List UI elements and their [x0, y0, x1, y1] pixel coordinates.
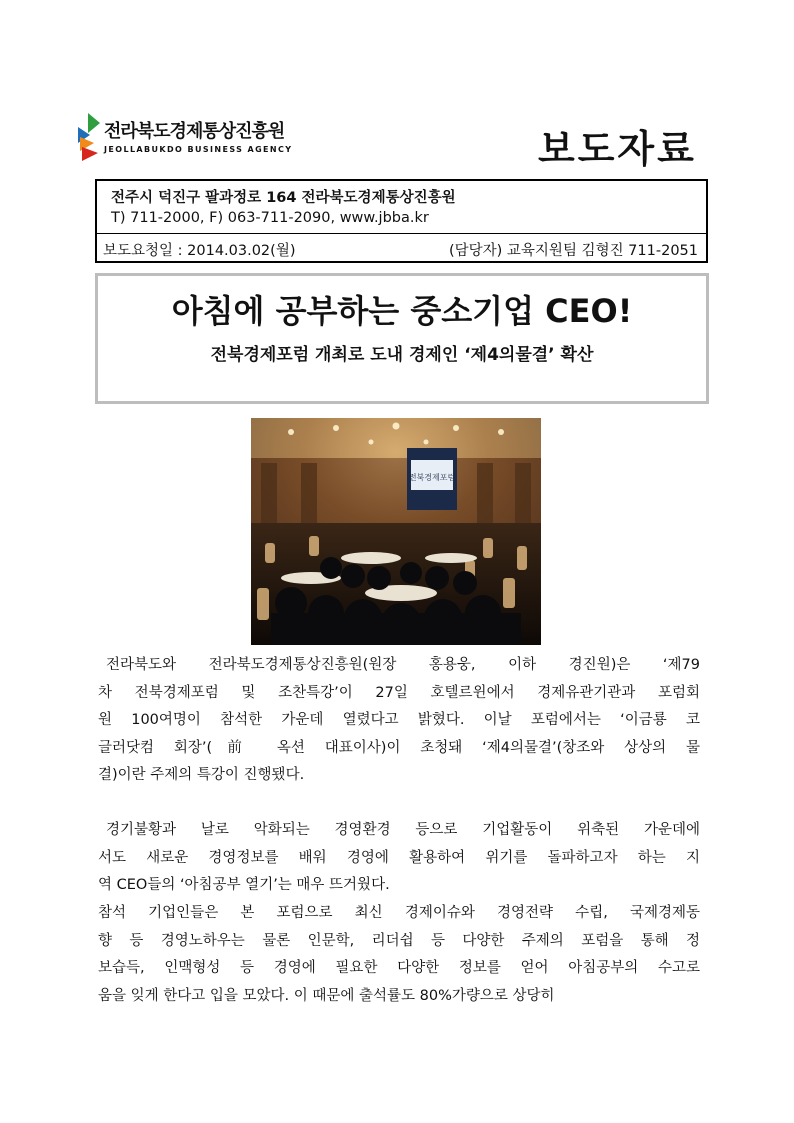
- contact-box: [95, 179, 708, 263]
- body-line: 서도 새로운 경영정보를 배워 경영에 활용하여 위기를 돌파하고자 하는 지: [98, 849, 700, 866]
- body-line: 움을 잊게 한다고 입을 모았다. 이 때문에 출석률도 80%가량으로 상당히: [98, 987, 555, 1004]
- contact-divider: [97, 233, 706, 234]
- contact-person: (담당자) 교육지원팀 김형진 711-2051: [448, 243, 698, 259]
- body-paragraph-2: [98, 817, 700, 900]
- body-line: 향 등 경영노하우는 물론 인문학, 리더쉽 등 다양한 주제의 포럼을 통해 정: [98, 932, 700, 949]
- body-line: 차 전북경제포럼 및 조찬특강’이 27일 호텔르윈에서 경제유관기관과 포럼회: [98, 684, 700, 701]
- photo-screen-text: 전북경제포럼: [408, 473, 456, 482]
- body-paragraph-1: [98, 652, 700, 790]
- contact-address: 전주시 덕진구 팔과정로 164 전라북도경제통상진흥원: [111, 190, 456, 206]
- headline-box: [95, 273, 709, 404]
- release-date: 보도요청일 : 2014.03.02(월): [103, 243, 296, 259]
- org-logo: [78, 113, 293, 165]
- forum-event-photo: [251, 418, 541, 645]
- doc-type-title: 보도자료: [538, 127, 697, 171]
- logo-mark-icon: [78, 113, 102, 161]
- contact-tel-fax-web: T) 711-2000, F) 063-711-2090, www.jbba.kr: [111, 210, 429, 226]
- org-name-kr: 전라북도경제통상진흥원: [104, 121, 285, 142]
- body-line: 보습득, 인맥형성 등 경영에 필요한 다양한 정보를 얻어 아침공부의 수고로: [98, 960, 700, 976]
- body-line: 참석 기업인들은 본 포럼으로 최신 경제이슈와 경영전략 수립, 국제경제동: [98, 905, 700, 921]
- body-line: 원 100여명이 참석한 가운데 열렸다고 밝혔다. 이날 포럼에서는 ‘이금룡 코: [98, 712, 700, 728]
- body-line: 결)이란 주제의 특강이 진행됐다.: [98, 767, 305, 783]
- headline-subtitle: 전북경제포럼 개최로 도내 경제인 ‘제4의물결’ 확산: [210, 345, 594, 365]
- body-line: 경기불황과 날로 악화되는 경영환경 등으로 기업활동이 위축된 가운데에: [106, 822, 700, 838]
- org-name-en: JEOLLABUKDO BUSINESS AGENCY: [104, 145, 293, 154]
- body-line: 전라북도와 전라북도경제통상진흥원(원장 홍용웅, 이하 경진원)은 ‘제79: [106, 657, 700, 673]
- body-paragraph-3: [98, 900, 700, 1010]
- body-line: 글러닷컴 회장’(前 옥션 대표이사)이 초청돼 ‘제4의물결’(창조와 상상의 물: [98, 739, 700, 756]
- body-line: 역 CEO들의 ‘아침공부 열기’는 매우 뜨거웠다.: [98, 877, 390, 893]
- headline-title: 아침에 공부하는 중소기업 CEO!: [171, 292, 633, 330]
